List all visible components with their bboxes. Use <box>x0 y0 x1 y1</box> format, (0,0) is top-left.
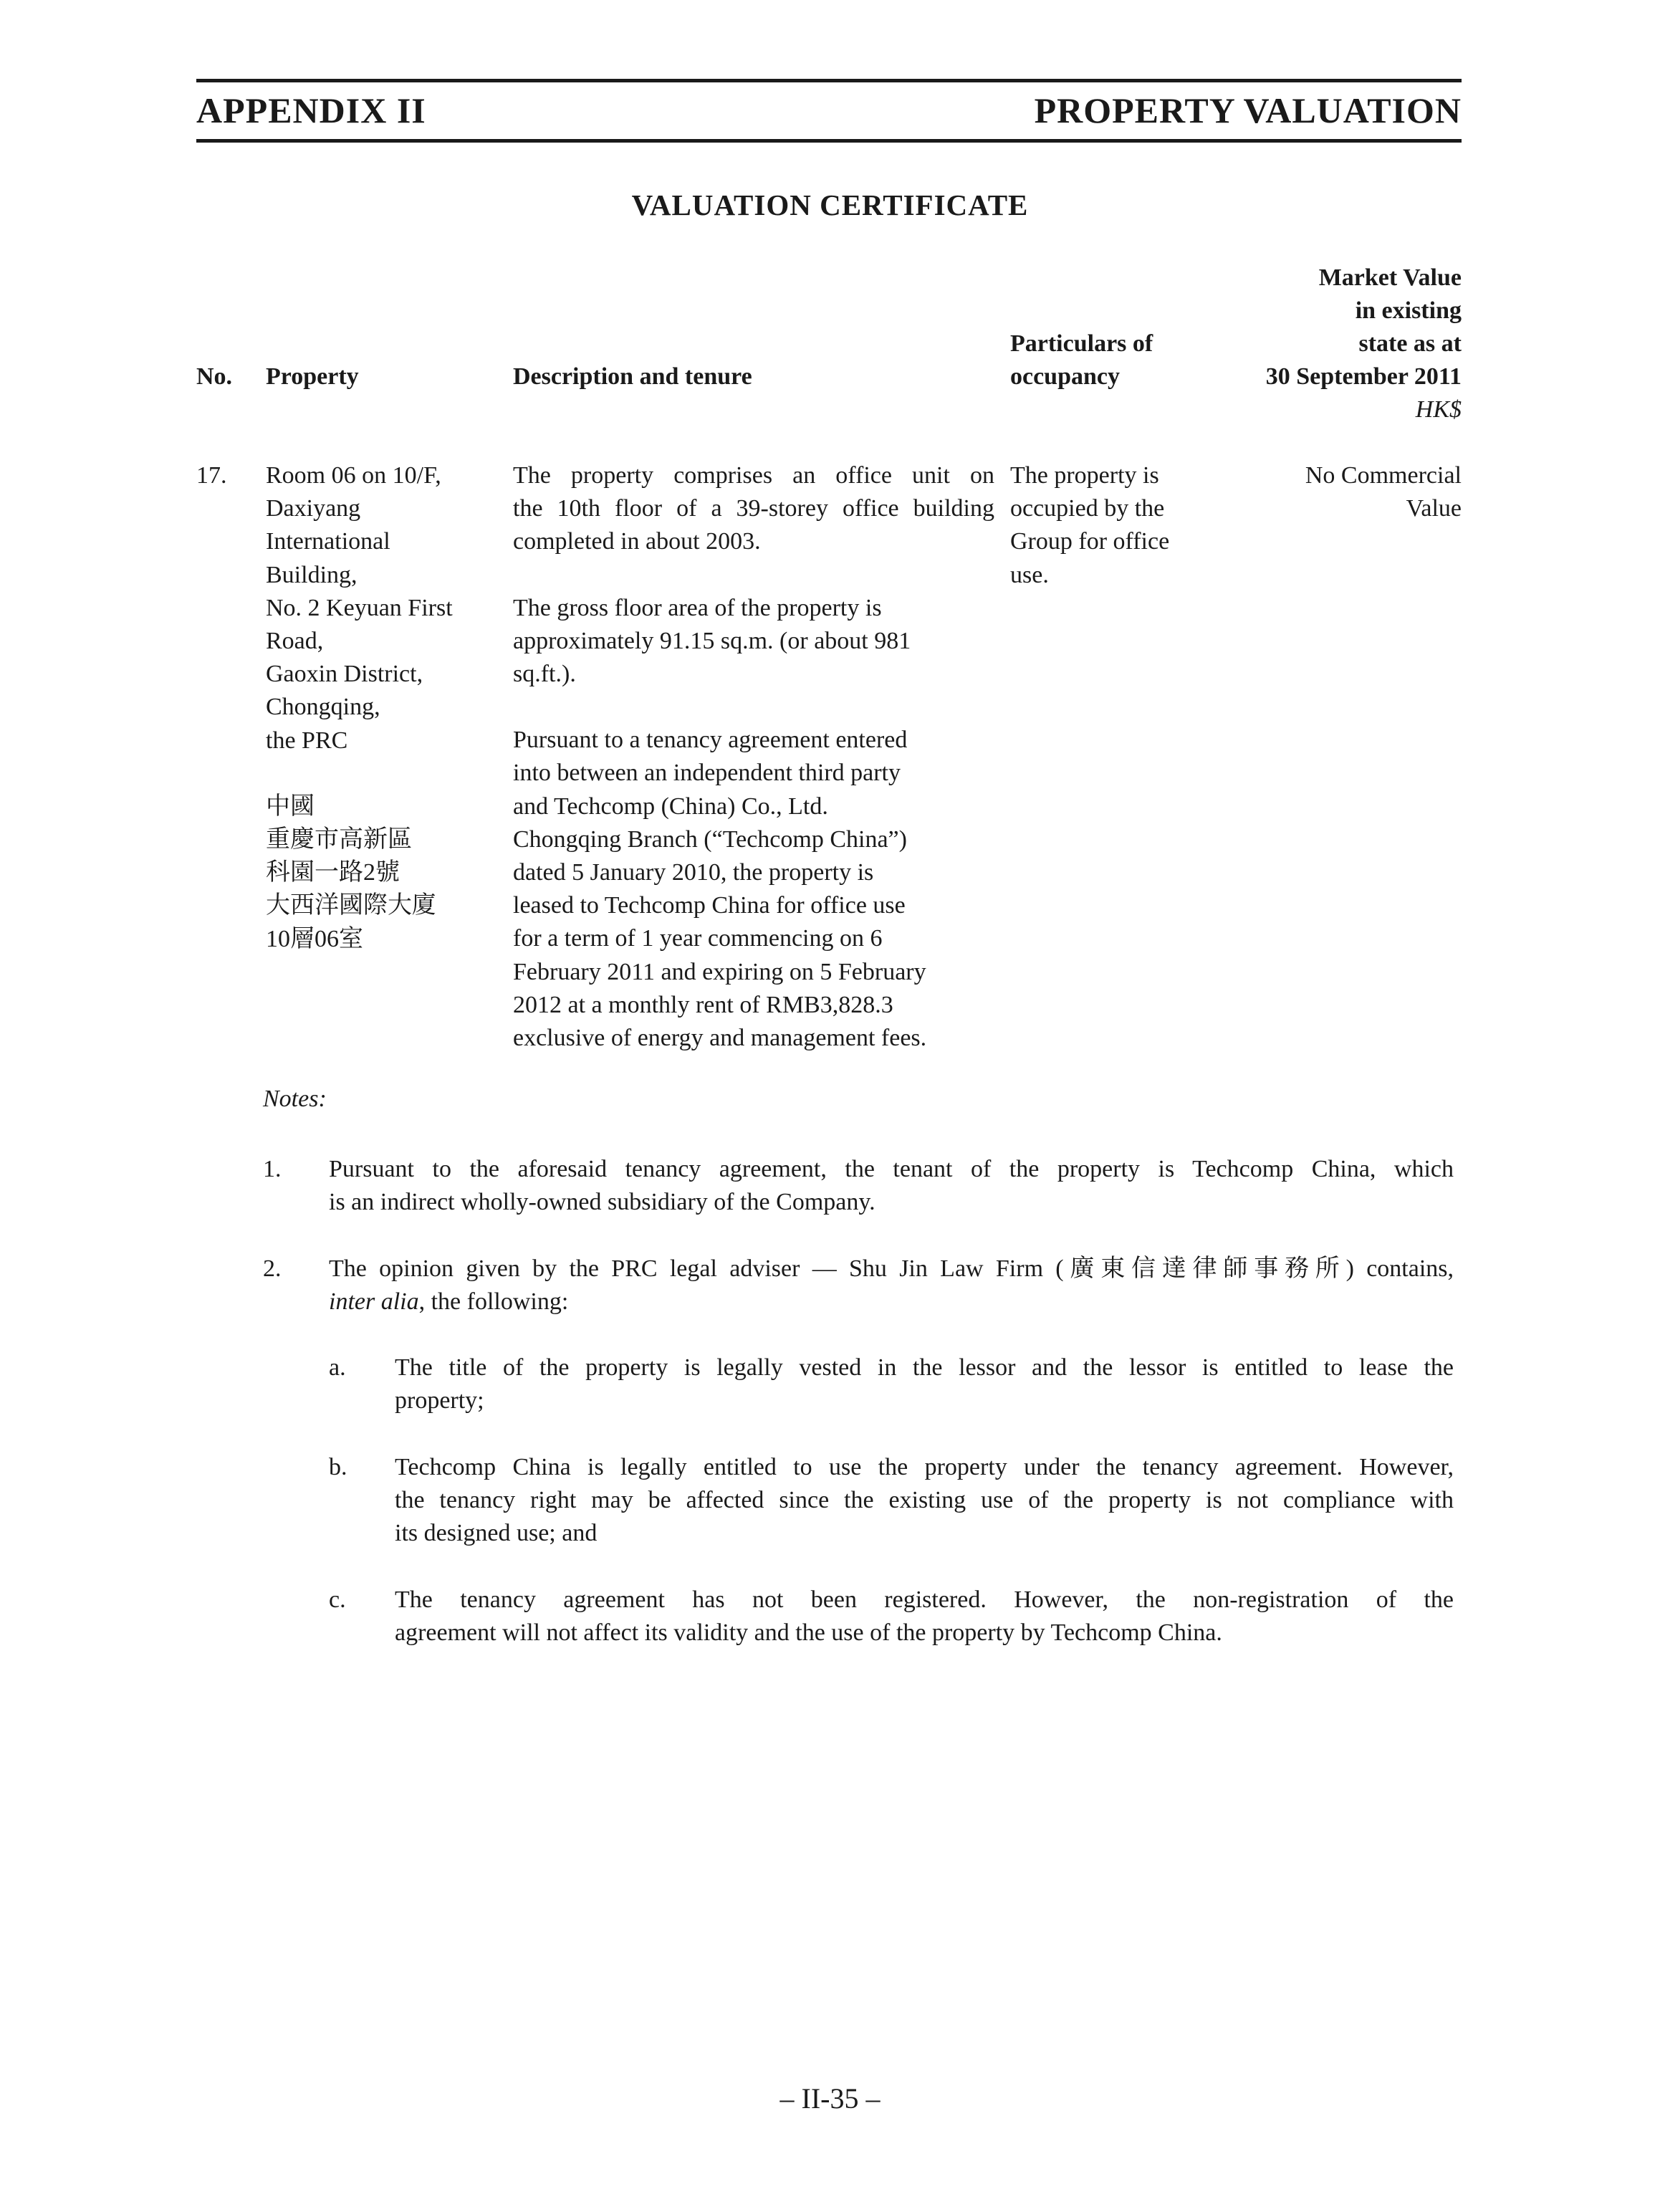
note-line: Pursuant to the aforesaid tenancy agreement, the tenant of the property is Techcomp China, which <box>329 1156 1454 1182</box>
occupancy-line: The property is <box>1010 462 1159 489</box>
property-line: the PRC <box>266 727 348 754</box>
subnote-line: Techcomp China is legally entitled to use the property under the tenancy agreement. However, <box>395 1454 1454 1480</box>
page-number: – II-35 – <box>779 2082 881 2115</box>
header-top-rule <box>196 79 1462 82</box>
note-number: 2. <box>263 1255 282 1282</box>
col-header-occupancy-line: occupancy <box>1010 363 1120 390</box>
note-number: 1. <box>263 1156 282 1182</box>
property-cn-line: 10層06室 <box>266 925 363 952</box>
note-text <box>329 1153 1454 1219</box>
market-value-line: No Commercial <box>1305 462 1462 489</box>
occupancy-line: use. <box>1010 561 1049 588</box>
col-header-property: Property <box>266 363 359 390</box>
description-line: February 2011 and expiring on 5 February <box>513 958 926 985</box>
subnote-line: its designed use; and <box>395 1520 598 1547</box>
description-and-tenure <box>513 459 994 1088</box>
subnote-line: agreement will not affect its validity and the use of the property by Techcomp China. <box>395 1619 1222 1647</box>
description-line: for a term of 1 year commencing on 6 <box>513 925 883 952</box>
note-line: The opinion given by the PRC legal adviser — Shu Jin Law Firm (廣東信達律師事務所) contains, <box>329 1255 1454 1282</box>
property-line: No. 2 Keyuan First <box>266 594 453 621</box>
occupancy-line: occupied by the <box>1010 495 1165 522</box>
description-line: Pursuant to a tenancy agreement entered <box>513 727 908 754</box>
col-header-occupancy-line: Particulars of <box>1010 330 1153 357</box>
property-line: Daxiyang <box>266 495 361 522</box>
col-header-market-value <box>1266 262 1462 426</box>
description-line: exclusive of energy and management fees. <box>513 1025 927 1052</box>
appendix-label: APPENDIX II <box>196 90 426 130</box>
subnote-line: property; <box>395 1387 484 1414</box>
description-line: dated 5 January 2010, the property is <box>513 859 874 886</box>
property-address <box>266 459 502 956</box>
col-header-mv-unit: HK$ <box>1415 396 1462 423</box>
note-line <box>329 1285 1454 1318</box>
property-cn-line: 科園一路2號 <box>266 859 400 886</box>
subnote-letter: a. <box>329 1354 346 1381</box>
occupancy-line: Group for office <box>1010 528 1170 555</box>
description-line: The gross floor area of the property is <box>513 594 882 621</box>
property-cn-line: 大西洋國際大廈 <box>266 892 436 919</box>
col-header-occupancy <box>1010 327 1153 393</box>
subnote-line: The title of the property is legally vested in the lessor and the lessor is entitled to lease the <box>395 1354 1454 1381</box>
col-header-mv-line: state as at <box>1358 330 1462 357</box>
description-paragraph <box>513 724 994 1055</box>
subnote-line: the tenancy right may be affected since the existing use of the property is not compliance with <box>395 1487 1454 1514</box>
subnote-text <box>395 1584 1454 1650</box>
section-title: PROPERTY VALUATION <box>1034 90 1462 130</box>
description-line: and Techcomp (China) Co., Ltd. <box>513 793 828 820</box>
description-line: leased to Techcomp China for office use <box>513 892 906 919</box>
subnote-line: The tenancy agreement has not been registered. However, the non-registration of the <box>395 1586 1454 1613</box>
subnote-letter: c. <box>329 1586 346 1613</box>
note-italic: inter alia <box>329 1288 419 1316</box>
row-number: 17. <box>196 462 227 489</box>
description-line: approximately 91.15 sq.m. (or about 981 <box>513 627 911 654</box>
col-header-mv-line: 30 September 2011 <box>1265 363 1462 390</box>
property-line: Road, <box>266 628 324 655</box>
description-paragraph <box>513 592 994 691</box>
description-line: sq.ft.). <box>513 661 576 688</box>
market-value <box>1305 459 1462 525</box>
col-header-mv-line: Market Value <box>1318 264 1462 291</box>
particulars-of-occupancy <box>1010 459 1218 592</box>
subnote-letter: b. <box>329 1454 347 1480</box>
property-line: Chongqing, <box>266 694 380 721</box>
description-paragraph <box>513 459 994 559</box>
property-line: Gaoxin District, <box>266 661 423 688</box>
notes-heading: Notes: <box>263 1086 327 1112</box>
property-line: International <box>266 528 390 555</box>
description-line: Chongqing Branch (“Techcomp China”) <box>513 825 907 853</box>
market-value-line: Value <box>1406 495 1462 522</box>
note-text <box>329 1253 1454 1318</box>
certificate-title: VALUATION CERTIFICATE <box>631 188 1029 221</box>
header-bottom-rule <box>196 139 1462 143</box>
property-cn-line: 重慶市高新區 <box>266 826 412 853</box>
description-line: the 10th floor of a 39-storey office building <box>513 495 994 522</box>
col-header-no: No. <box>196 363 233 390</box>
property-line: Room 06 on 10/F, <box>266 462 441 489</box>
col-header-description: Description and tenure <box>513 363 752 390</box>
description-line: completed in about 2003. <box>513 528 761 555</box>
subnote-text <box>395 1451 1454 1551</box>
note-line-rest: , the following: <box>418 1288 569 1316</box>
description-line: The property comprises an office unit on <box>513 462 994 489</box>
property-line: Building, <box>266 561 358 588</box>
description-line: 2012 at a monthly rent of RMB3,828.3 <box>513 991 893 1018</box>
subnote-text <box>395 1351 1454 1417</box>
col-header-mv-line: in existing <box>1355 297 1462 324</box>
note-line: is an indirect wholly-owned subsidiary of the Company. <box>329 1189 875 1216</box>
description-line: into between an independent third party <box>513 760 901 787</box>
property-cn-line: 中國 <box>266 793 315 820</box>
